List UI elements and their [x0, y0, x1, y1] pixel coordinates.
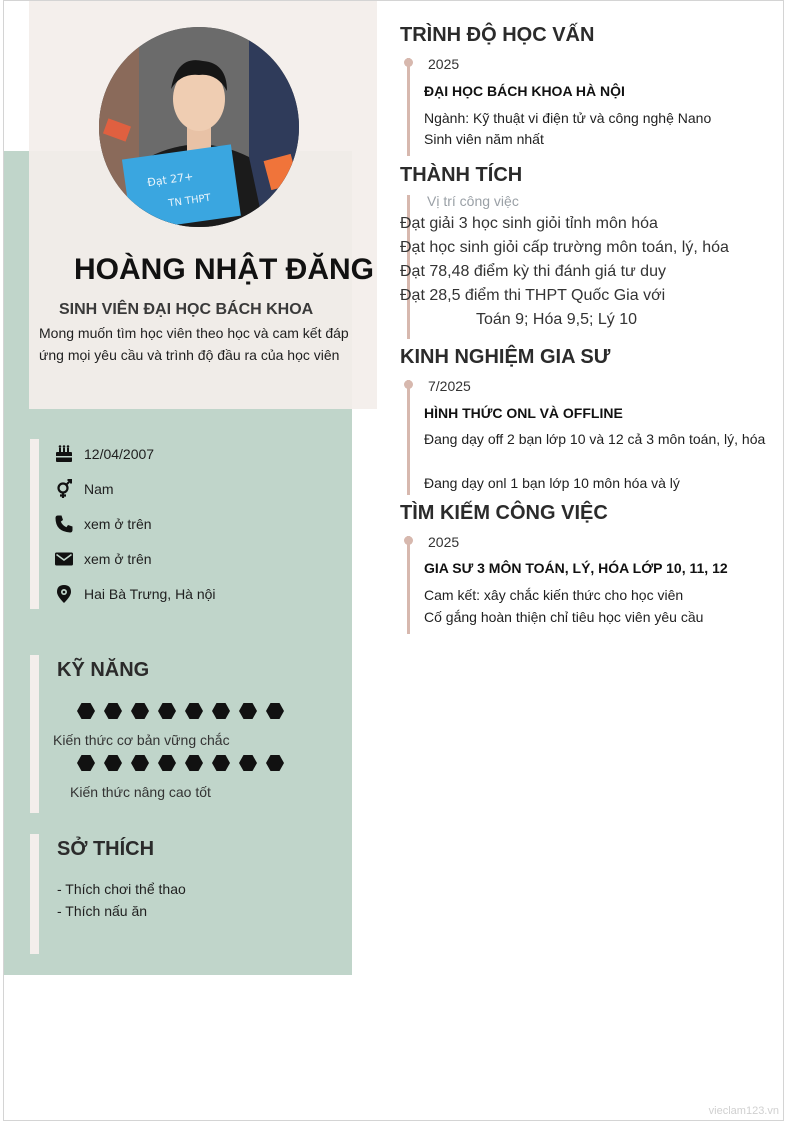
job-search-timeline — [407, 536, 410, 634]
contact-email — [54, 548, 152, 570]
achievement-item: Đạt 28,5 điểm thi THPT Quốc Gia với — [400, 287, 666, 304]
contact-accent-bar — [30, 439, 39, 609]
phone-icon — [54, 514, 74, 534]
experience-org: HÌNH THỨC ONL VÀ OFFLINE — [424, 405, 623, 421]
job-search-desc: Cố gắng hoàn thiện chỉ tiêu học viên yêu cầu — [424, 609, 704, 625]
skill-dot — [239, 703, 257, 719]
achievement-item: Đạt 78,48 điểm kỳ thi đánh giá tư duy — [400, 263, 666, 280]
skill-rating-1 — [77, 703, 284, 719]
skill-dot — [212, 703, 230, 719]
achievements-placeholder: Vị trí công việc — [427, 193, 519, 209]
watermark: vieclam123.vn — [708, 1105, 779, 1117]
gender-value: Nam — [84, 481, 114, 497]
job-search-title: TÌM KIẾM CÔNG VIỆC — [400, 502, 608, 524]
achievement-item: Đạt giải 3 học sinh giỏi tỉnh môn hóa — [400, 215, 658, 232]
hobbies-accent-bar — [30, 834, 39, 954]
skill-label: Kiến thức nâng cao tốt — [70, 784, 211, 800]
skill-dot — [104, 755, 122, 771]
experience-timeline — [407, 380, 410, 495]
skill-dot — [77, 755, 95, 771]
timeline-dot — [404, 380, 413, 389]
skills-title: KỸ NĂNG — [57, 659, 150, 681]
email-value: xem ở trên — [84, 551, 152, 567]
calendar-icon — [54, 444, 74, 464]
avatar — [99, 27, 299, 227]
mail-icon — [54, 549, 74, 569]
skill-dot — [158, 755, 176, 771]
skill-dot — [266, 755, 284, 771]
experience-desc: Đang dạy onl 1 bạn lớp 10 môn hóa và lý — [424, 475, 680, 491]
hobby-item: - Thích chơi thể thao — [57, 881, 186, 897]
skill-dot — [158, 703, 176, 719]
location-icon — [54, 584, 74, 604]
hobbies-title: SỞ THÍCH — [57, 838, 155, 860]
skill-dot — [104, 703, 122, 719]
achievements-title: THÀNH TÍCH — [400, 164, 523, 186]
address-value: Hai Bà Trưng, Hà nội — [84, 586, 216, 602]
avatar-photo — [99, 27, 299, 227]
education-school: ĐẠI HỌC BÁCH KHOA HÀ NỘI — [424, 83, 625, 99]
phone-value: xem ở trên — [84, 516, 152, 532]
skill-dot — [185, 703, 203, 719]
skill-dot — [212, 755, 230, 771]
experience-date: 7/2025 — [428, 378, 471, 394]
experience-desc: Đang dạy off 2 bạn lớp 10 và 12 cả 3 môn toán, lý, hóa — [424, 431, 766, 447]
full-name: HOÀNG NHẬT ĐĂNG — [74, 253, 374, 286]
skill-dot — [77, 703, 95, 719]
education-year: Sinh viên năm nhất — [424, 131, 544, 147]
contact-address — [54, 583, 216, 605]
career-objective: Mong muốn tìm học viên theo học và cam kết đáp ứng mọi yêu cầu và trình độ đầu ra của học viên — [39, 325, 349, 363]
education-timeline — [407, 58, 410, 156]
job-subtitle: SINH VIÊN ĐẠI HỌC BÁCH KHOA — [59, 301, 314, 318]
timeline-dot — [404, 536, 413, 545]
contact-gender — [54, 478, 114, 500]
experience-title: KINH NGHIỆM GIA SƯ — [400, 346, 611, 368]
skills-accent-bar — [30, 655, 39, 813]
job-search-position: GIA SƯ 3 MÔN TOÁN, LÝ, HÓA LỚP 10, 11, 12 — [424, 560, 728, 576]
job-search-date: 2025 — [428, 534, 460, 550]
skill-dot — [185, 755, 203, 771]
birthday-value: 12/04/2007 — [84, 446, 155, 462]
education-title: TRÌNH ĐỘ HỌC VẤN — [400, 24, 595, 46]
timeline-dot — [404, 58, 413, 67]
education-major: Ngành: Kỹ thuật vi điện tử và công nghệ Nano — [424, 110, 712, 126]
achievement-item: Toán 9; Hóa 9,5; Lý 10 — [476, 311, 637, 328]
gender-icon — [54, 479, 74, 499]
skill-dot — [131, 703, 149, 719]
avatar-card-text: TN THPT — [167, 192, 212, 210]
hobby-item: - Thích nấu ăn — [57, 903, 148, 919]
contact-phone — [54, 513, 152, 535]
skill-label: Kiến thức cơ bản vững chắc — [53, 732, 230, 748]
skill-dot — [239, 755, 257, 771]
skill-rating-2 — [77, 755, 284, 771]
contact-birthday — [54, 443, 154, 465]
job-search-desc: Cam kết: xây chắc kiến thức cho học viên — [424, 587, 684, 603]
skill-dot — [266, 703, 284, 719]
skill-dot — [131, 755, 149, 771]
education-date: 2025 — [428, 56, 460, 72]
avatar-card-text: Đạt 27+ — [146, 169, 195, 190]
achievement-item: Đạt học sinh giỏi cấp trường môn toán, lý, hóa — [400, 239, 729, 256]
